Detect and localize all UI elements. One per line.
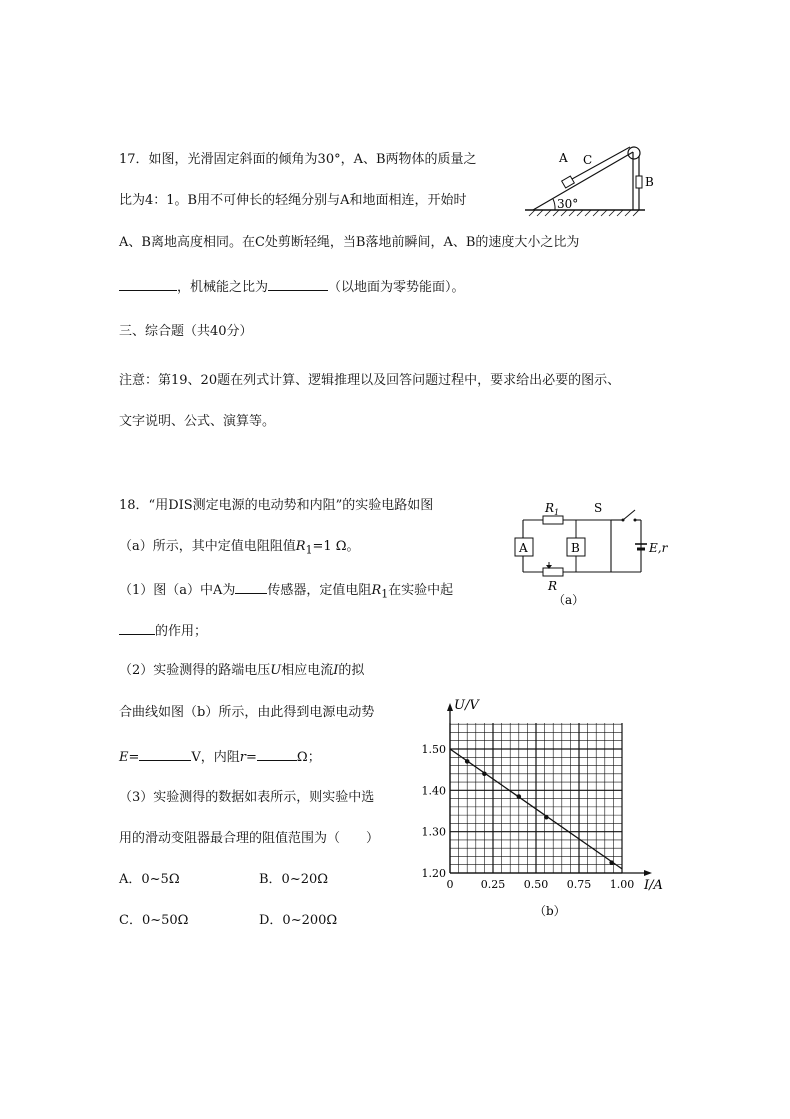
y-tick-label: 1.40: [421, 784, 446, 798]
data-point: [544, 815, 549, 820]
q18-p2-line3: [119, 746, 321, 767]
y-tick-label: 1.50: [421, 743, 446, 756]
data-point: [517, 794, 522, 799]
q18-p2-pre: （2）实验测得的路端电压: [119, 663, 271, 678]
x-tick-label: 0.25: [480, 878, 506, 891]
fig-label-b: B: [645, 175, 654, 189]
q18-p1-sub: 1: [381, 587, 389, 601]
q18-intro2-pre: （a）所示，其中定值电阻阻值: [119, 539, 296, 554]
q18-p1-r: R: [371, 583, 382, 598]
q18-p1: [119, 579, 453, 604]
fig-label-a: A: [559, 151, 568, 165]
data-point: [465, 759, 470, 764]
q17-blank-speed-ratio[interactable]: [119, 276, 177, 291]
q18-intro2-post: =1 Ω。: [312, 539, 360, 554]
section3-title: 三、综合题（共40分）: [119, 324, 253, 339]
q18-p2-eq2: =: [246, 750, 257, 765]
fig-angle: 30°: [557, 197, 579, 211]
data-point: [609, 860, 614, 865]
q18-p1-mid: 传感器，定值电阻: [267, 583, 372, 598]
q18-p1-pre: （1）图（a）中A为: [119, 583, 236, 598]
q17-line4-mid: ，机械能之比为: [177, 280, 269, 295]
section3-note1: 注意：第19、20题在列式计算、逻辑推理以及回答问题过程中，要求给出必要的图示、: [119, 373, 621, 388]
chart-x-label: I/A: [644, 878, 663, 893]
q17-line4-end: （以地面为零势能面）。: [328, 280, 465, 295]
option-a[interactable]: A．0~5Ω: [119, 872, 180, 887]
q18-p2-unit-v: V，内阻: [191, 750, 240, 765]
circuit-r1-label: $R_1$: [545, 501, 560, 517]
circuit-b-label: B: [571, 541, 580, 555]
chart-caption: （b）: [534, 904, 566, 918]
circuit-figure: [505, 496, 668, 611]
chart-axes: [447, 703, 652, 876]
q18-intro1: 18．“用DIS测定电源的电动势和内阻”的实验电路如图: [119, 498, 434, 513]
q18-p2-eq: =: [128, 750, 140, 765]
chart-ticks: [422, 743, 635, 891]
q18-p2-line2: 合曲线如图（b）所示，由此得到电源电动势: [119, 705, 375, 720]
ui-graph-chart: [410, 693, 680, 923]
q18-p3-line2: 用的滑动变阻器最合理的阻值范围为（ ）: [119, 831, 380, 846]
q18-p2-e: E: [119, 750, 129, 765]
q17-line4: [119, 276, 465, 297]
fig-label-c: C: [583, 153, 593, 167]
q18-blank-emf[interactable]: [139, 746, 191, 761]
q18-blank-role[interactable]: [119, 620, 155, 635]
circuit-caption: （a）: [553, 593, 585, 607]
option-d[interactable]: D．0~200Ω: [259, 913, 338, 928]
block-a: [562, 176, 575, 188]
circuit-er-label: E,r: [649, 541, 668, 555]
q17-line3: A、B离地高度相同。在C处剪断轻绳，当B落地前瞬间，A、B的速度大小之比为: [119, 235, 580, 250]
q18-p2-unit-ohm: Ω；: [296, 750, 321, 765]
q17-line2: 比为4：1。B用不可伸长的轻绳分别与A和地面相连，开始时: [119, 193, 467, 208]
q18-intro2: [119, 538, 360, 560]
r1-sub: 1: [305, 543, 313, 557]
rheostat: [543, 568, 563, 576]
q18-p1-post: 在实验中起: [388, 583, 454, 598]
y-tick-label: 1.30: [421, 825, 446, 839]
q17-blank-energy-ratio[interactable]: [268, 276, 328, 291]
option-b[interactable]: B．0~20Ω: [259, 872, 329, 887]
option-c[interactable]: C．0~50Ω: [119, 913, 189, 928]
data-point: [482, 772, 487, 777]
q18-blank-internal-r[interactable]: [257, 746, 297, 761]
r1-symbol: R: [295, 539, 306, 554]
q18-p2-u: U: [270, 663, 282, 678]
incline-figure: [515, 138, 665, 218]
y-tick-label: 1.20: [421, 867, 446, 880]
x-tick-label: 0.50: [523, 878, 549, 891]
chart-y-label: U/V: [454, 698, 479, 713]
x-tick-label: 0: [446, 878, 454, 891]
x-tick-label: 1.00: [609, 878, 635, 891]
q18-p2-mid: 相应电流: [281, 663, 334, 678]
x-axis-arrow: [644, 870, 652, 876]
section3-note2: 文字说明、公式、演算等。: [119, 414, 276, 429]
block-b: [636, 176, 642, 188]
circuit-r-label: R: [548, 579, 558, 593]
y-axis-arrow: [447, 703, 453, 711]
q18-p1-end: 的作用；: [155, 624, 208, 639]
q18-p3-line1: （3）实验测得的数据如表所示，则实验中选: [119, 790, 375, 805]
q18-p2-i: I: [333, 663, 339, 678]
x-tick-label: 0.75: [566, 878, 592, 891]
q18-p2-post: 的拟: [338, 663, 365, 678]
q18-blank-sensor[interactable]: [235, 579, 267, 594]
q18-p2-r: r: [239, 750, 247, 765]
circuit-a-label: A: [519, 541, 528, 555]
q18-p2-line1: [119, 662, 364, 680]
resistor-r1: [543, 516, 563, 524]
q17-line1: 17．如图，光滑固定斜面的倾角为30°，A、B两物体的质量之: [119, 152, 477, 167]
q18-p1-line2: [119, 620, 207, 641]
circuit-s-label: S: [594, 501, 603, 515]
